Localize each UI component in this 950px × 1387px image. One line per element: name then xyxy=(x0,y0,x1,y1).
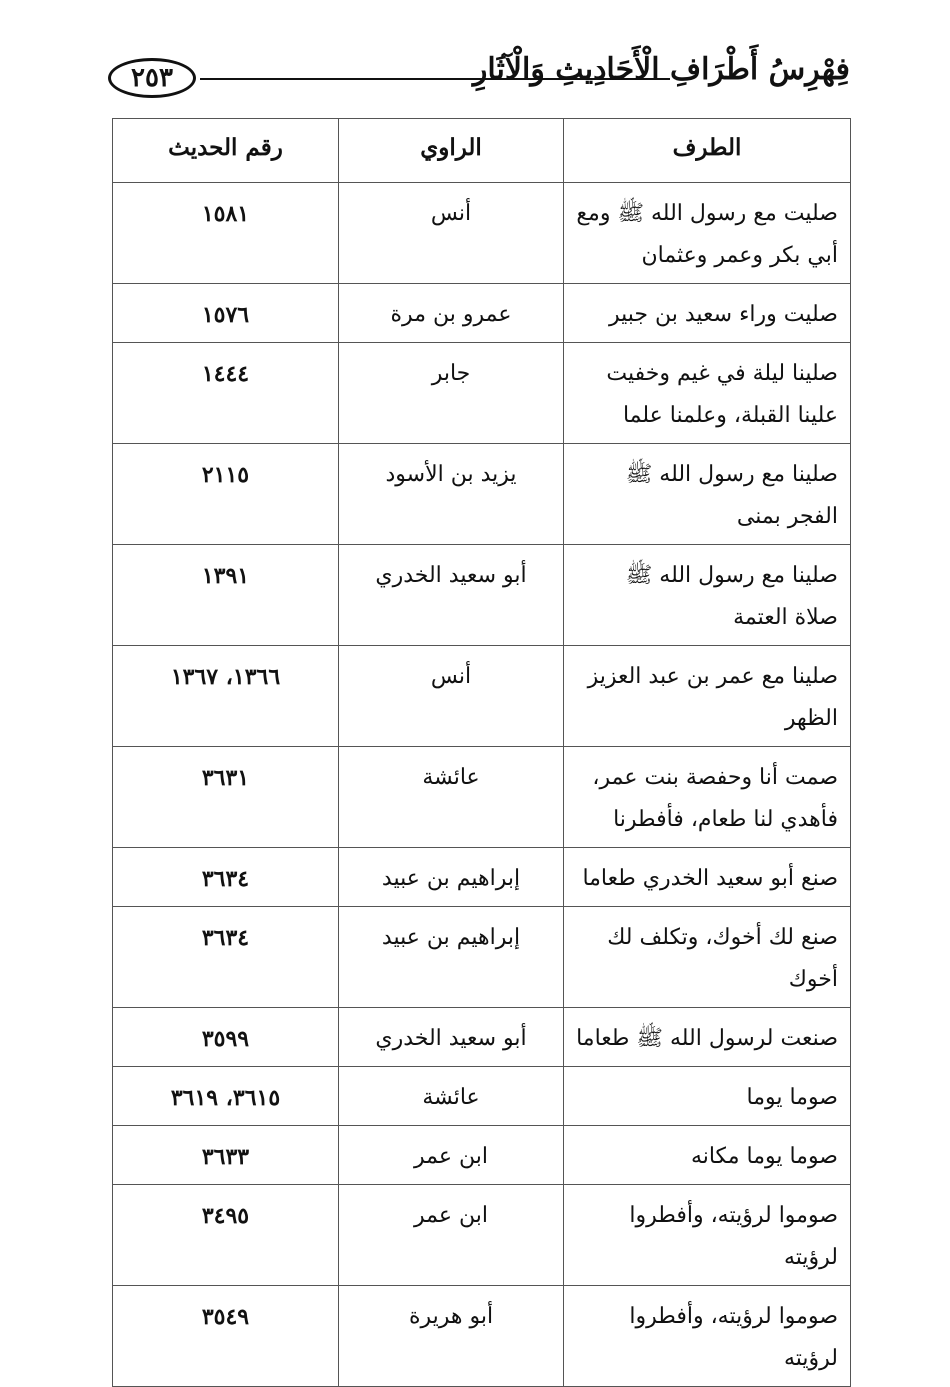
cell-tarf: صلينا ليلة في غيم وخفيت علينا القبلة، وعلمنا علما xyxy=(564,343,851,444)
table-row xyxy=(113,646,851,747)
table-row xyxy=(113,1126,851,1185)
table-row xyxy=(113,1067,851,1126)
cell-hadith-number: ٣٥٩٩ xyxy=(113,1008,339,1067)
cell-tarf: صلينا مع رسول الله ﷺ الفجر بمنى xyxy=(564,444,851,545)
cell-hadith-number: ١٥٨١ xyxy=(113,183,339,284)
table-row xyxy=(113,343,851,444)
cell-rawi: ابن عمر xyxy=(339,1126,564,1185)
cell-tarf: صنعت لرسول الله ﷺ طعاما xyxy=(564,1008,851,1067)
table-row xyxy=(113,284,851,343)
cell-rawi: إبراهيم بن عبيد xyxy=(339,848,564,907)
cell-tarf: صوما يوما xyxy=(564,1067,851,1126)
table-row xyxy=(113,444,851,545)
cell-tarf: صلينا مع رسول الله ﷺ صلاة العتمة xyxy=(564,545,851,646)
cell-tarf: صنع لك أخوك، وتكلف لك أخوك xyxy=(564,907,851,1008)
cell-rawi: أنس xyxy=(339,183,564,284)
cell-tarf: صنع أبو سعيد الخدري طعاما xyxy=(564,848,851,907)
cell-rawi: عمرو بن مرة xyxy=(339,284,564,343)
table-row xyxy=(113,1185,851,1286)
page-title: فِهْرِسُ أَطْرَافِ الْأَحَادِيثِ وَالْآثَارِ xyxy=(472,52,850,87)
cell-hadith-number: ٣٦٣٣ xyxy=(113,1126,339,1185)
cell-rawi: أبو سعيد الخدري xyxy=(339,1008,564,1067)
cell-tarf: صليت مع رسول الله ﷺ ومع أبي بكر وعمر وعثمان xyxy=(564,183,851,284)
hadith-index-table xyxy=(112,118,851,1387)
table-row xyxy=(113,183,851,284)
cell-hadith-number: ٣٥٤٩ xyxy=(113,1286,339,1387)
table-row xyxy=(113,907,851,1008)
cell-hadith-number: ١٥٧٦ xyxy=(113,284,339,343)
cell-hadith-number: ١٣٦٦، ١٣٦٧ xyxy=(113,646,339,747)
cell-hadith-number: ٣٦١٥، ٣٦١٩ xyxy=(113,1067,339,1126)
cell-rawi: جابر xyxy=(339,343,564,444)
cell-tarf: صليت وراء سعيد بن جبير xyxy=(564,284,851,343)
cell-hadith-number: ٣٦٣١ xyxy=(113,747,339,848)
page-number xyxy=(108,58,196,98)
page-number-text: ٢٥٣ xyxy=(131,63,173,93)
column-header-number: رقم الحديث xyxy=(113,119,339,183)
cell-hadith-number: ١٣٩١ xyxy=(113,545,339,646)
table-body xyxy=(113,183,851,1387)
cell-tarf: صمت أنا وحفصة بنت عمر، فأهدي لنا طعام، فأفطرنا xyxy=(564,747,851,848)
page-header xyxy=(108,52,850,104)
table-row xyxy=(113,1286,851,1387)
column-header-rawi: الراوي xyxy=(339,119,564,183)
cell-rawi: أبو سعيد الخدري xyxy=(339,545,564,646)
cell-hadith-number: ٢١١٥ xyxy=(113,444,339,545)
table-row xyxy=(113,848,851,907)
cell-rawi: ابن عمر xyxy=(339,1185,564,1286)
cell-rawi: أنس xyxy=(339,646,564,747)
table-row xyxy=(113,1008,851,1067)
table-header-row xyxy=(113,119,851,183)
table-row xyxy=(113,545,851,646)
cell-hadith-number: ١٤٤٤ xyxy=(113,343,339,444)
cell-tarf: صوما يوما مكانه xyxy=(564,1126,851,1185)
cell-rawi: أبو هريرة xyxy=(339,1286,564,1387)
cell-hadith-number: ٣٦٣٤ xyxy=(113,907,339,1008)
cell-rawi: عائشة xyxy=(339,1067,564,1126)
cell-tarf: صوموا لرؤيته، وأفطروا لرؤيته xyxy=(564,1286,851,1387)
cell-rawi: يزيد بن الأسود xyxy=(339,444,564,545)
cell-rawi: عائشة xyxy=(339,747,564,848)
cell-hadith-number: ٣٦٣٤ xyxy=(113,848,339,907)
cell-tarf: صوموا لرؤيته، وأفطروا لرؤيته xyxy=(564,1185,851,1286)
cell-hadith-number: ٣٤٩٥ xyxy=(113,1185,339,1286)
cell-tarf: صلينا مع عمر بن عبد العزيز الظهر xyxy=(564,646,851,747)
column-header-tarf: الطرف xyxy=(564,119,851,183)
cell-rawi: إبراهيم بن عبيد xyxy=(339,907,564,1008)
table-row xyxy=(113,747,851,848)
